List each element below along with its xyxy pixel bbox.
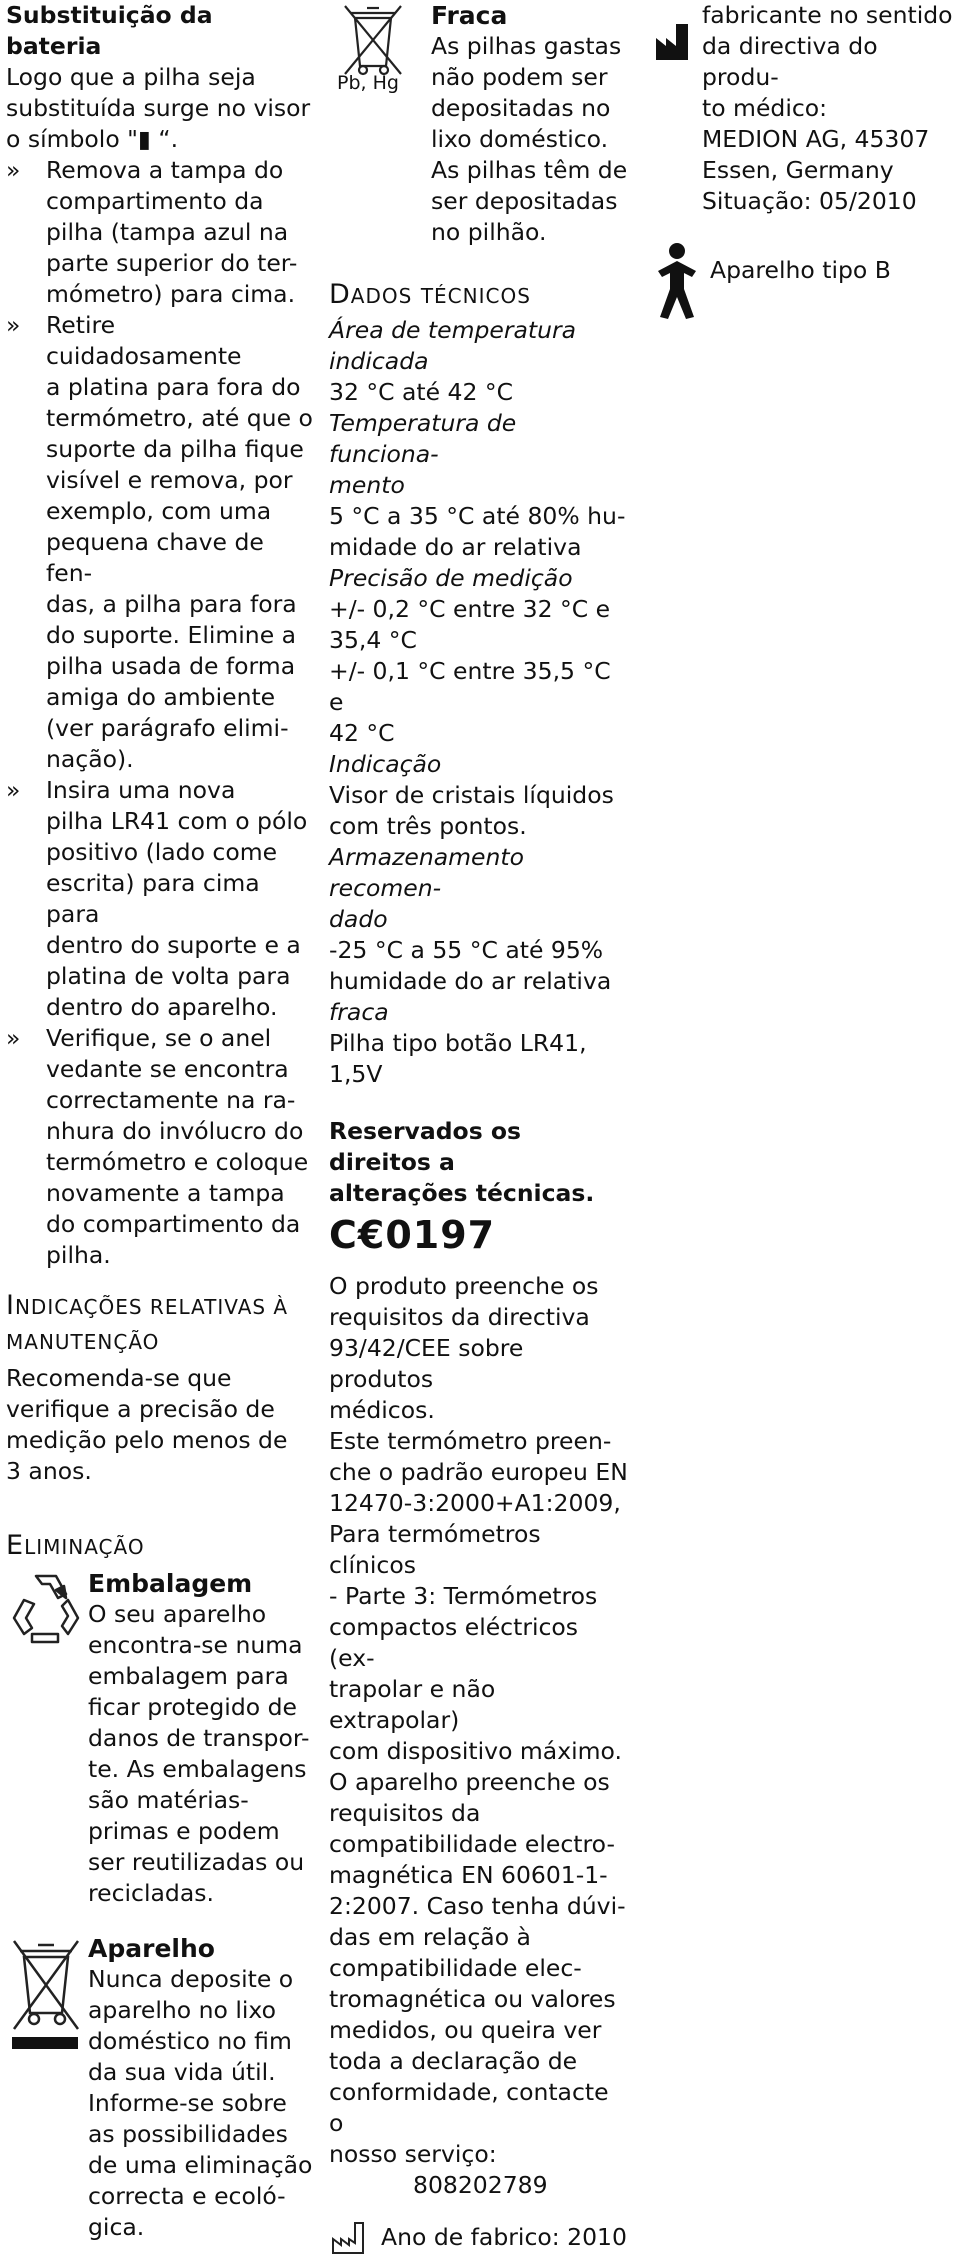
tech-value: Visor de cristais líquidos com três pontos. [329, 781, 614, 840]
battery-disposal-text: As pilhas gastas não podem ser depositadas no lixo doméstico. As pilhas têm de ser depositadas no pilhão. [431, 32, 628, 246]
manufacture-date-icon [329, 2217, 381, 2257]
conformity-text: O produto preenche os requisitos da directiva 93/42/CEE sobre produtos médicos. Este termómetro preen- che o padrão europeu EN 12470-3:2000+A1:2009, Para termómetros clínicos - Parte 3: Termómetros compactos eléctricos (ex- trapolar e não extrapolar) com dispositivo máximo. O aparelho preenche os requisitos da compatibilidade electro- magnética EN 60601-1- 2:2007. Caso tenha dúvi- das em relação à compatibilidade elec- tromagnética ou valores medidos, ou queira ver toda a declaração de conformidade, contacte o nosso serviço: [329, 1272, 628, 2168]
tech-value: +/- 0,2 °C entre 32 °C e 35,4 °C +/- 0,1 °C entre 35,5 °C e 42 °C [329, 595, 611, 747]
manufacturer-block [654, 0, 954, 217]
type-b-person-icon [654, 241, 710, 321]
tech-label: Precisão de medição [329, 564, 573, 592]
maintenance-heading: INDICAÇÕES RELATIVAS À MANUTENÇÃO [6, 1290, 289, 1354]
tech-label: fraca [329, 998, 389, 1026]
reserved-rights: Reservados os direitos a alterações técnicas. [329, 1117, 595, 1207]
manufacture-year: Ano de fabrico: 2010 [381, 2222, 627, 2251]
battery-heading: Substituição da bateria [6, 1, 213, 60]
type-b-label: Aparelho tipo B [710, 256, 891, 284]
tech-label: Temperatura de funciona- mento [329, 409, 517, 499]
tech-label: Área de temperatura indicada [329, 316, 577, 375]
battery-step-3 [6, 775, 314, 1023]
battery-step-1 [6, 155, 314, 310]
service-number: 808202789 [413, 2171, 548, 2199]
tech-value: -25 °C a 55 °C até 95% humidade do ar relativa [329, 936, 612, 995]
bullet-mark: » [6, 776, 21, 804]
bullet-mark: » [6, 311, 21, 339]
tech-label: Armazenamento recomen- dado [329, 843, 524, 933]
type-b-block [654, 241, 954, 321]
pbhg-label: Pb, Hg [337, 72, 399, 94]
tech-value: 5 °C a 35 °C até 80% hu- midade do ar relativa [329, 502, 626, 561]
manufacturer-icon [654, 0, 702, 217]
tech-value: Pilha tipo botão LR41, 1,5V [329, 1029, 587, 1088]
battery-step-4 [6, 1023, 314, 1271]
technical-heading: DADOS TÉCNICOS [329, 279, 531, 310]
bullet-mark: » [6, 156, 21, 184]
tech-label: Indicação [329, 750, 442, 778]
battery-disposal-title: Fraca [431, 1, 508, 30]
technical-list [329, 315, 629, 1090]
manufacturer-text: fabricante no sentido da directiva do produ- to médico: MEDION AG, 45307 Essen, Germany Situação: 05/2010 [702, 1, 953, 215]
packaging-text: O seu aparelho encontra-se numa embalagem para ficar protegido de danos de transpor- te. As embalagens são matérias- primas e podem ser reutilizadas ou recicladas. [88, 1600, 310, 1907]
disposal-heading: ELIMINAÇÃO [6, 1530, 145, 1561]
bullet-mark: » [6, 1024, 21, 1052]
tech-value: 32 °C até 42 °C [329, 378, 514, 406]
column-middle [329, 0, 629, 2257]
battery-bin-icon [329, 0, 431, 248]
battery-step-text: Retire cuidadosamente a platina para fora do termómetro, até que o suporte da pilha fique visível e remova, por exemplo, com uma pequena chave de fen- das, a pilha para fora do suporte. Elimine a pilha usada de forma amiga do ambiente (ver parágrafo elimi- nação). [46, 311, 313, 773]
ce-mark: C€0197 [329, 1213, 496, 1257]
device-disposal-block [6, 1933, 314, 2243]
device-title: Aparelho [88, 1934, 215, 1963]
battery-step-2 [6, 310, 314, 775]
device-text: Nunca deposite o aparelho no lixo doméstico no fim da sua vida útil. Informe-se sobre as possibilidades de uma eliminação correcta e ecoló- gica. [88, 1965, 313, 2241]
column-left [6, 0, 314, 2243]
battery-disposal-block [329, 0, 629, 248]
battery-step-text: Insira uma nova pilha LR41 com o pólo positivo (lado come escrita) para cima para dentro do suporte e a platina de volta para dentro do aparelho. [46, 776, 308, 1021]
crossed-bin-icon [6, 1933, 88, 2243]
battery-step-text: Remova a tampa do compartimento da pilha (tampa azul na parte superior do ter- mómetro) para cima. [46, 156, 298, 308]
battery-step-text: Verifique, se o anel vedante se encontra correctamente na ra- nhura do invólucro do termómetro e coloque novamente a tampa do compartimento da pilha. [46, 1024, 309, 1269]
maintenance-text: Recomenda-se que verifique a precisão de medição pelo menos de 3 anos. [6, 1364, 288, 1485]
column-right [654, 0, 954, 321]
packaging-block [6, 1568, 314, 1909]
manufacture-date-block [329, 2217, 629, 2257]
recycle-icon [6, 1568, 88, 1909]
packaging-title: Embalagem [88, 1569, 253, 1598]
battery-intro: Logo que a pilha seja substituída surge no visor o símbolo "▮ “. [6, 63, 311, 153]
